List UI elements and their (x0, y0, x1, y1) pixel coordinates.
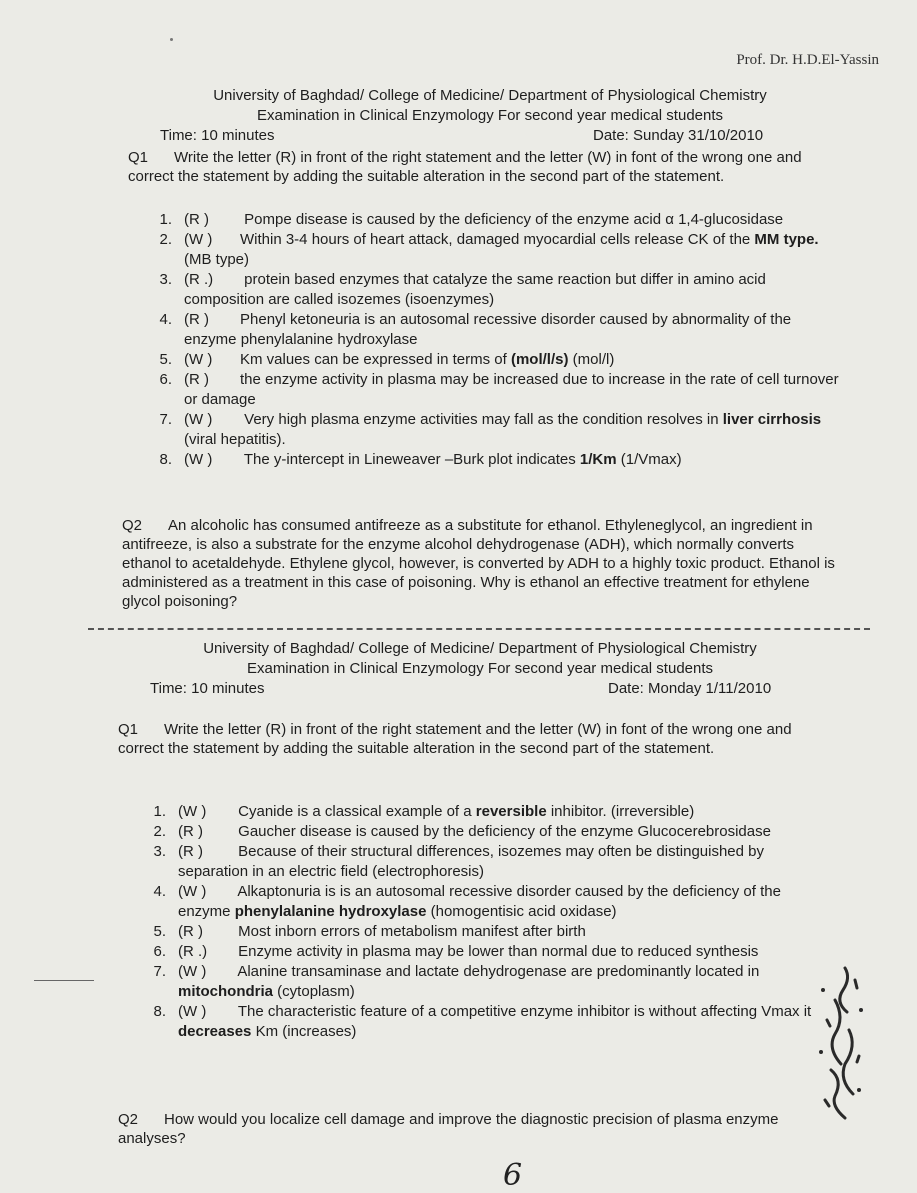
item-correction: inhibitor. (irreversible) (546, 803, 695, 820)
exam1-question-list (150, 210, 842, 470)
answer-mark: (R ) (178, 843, 203, 860)
item-number: 7. (159, 411, 172, 428)
question-item (150, 410, 842, 450)
item-emphasis: phenylalanine hydroxylase (234, 903, 427, 920)
item-emphasis: reversible (475, 803, 547, 820)
question-item (144, 922, 834, 942)
item-correction: Km (increases) (251, 1023, 357, 1040)
exam1-q1 (128, 148, 840, 186)
exam1-q2-text: An alcoholic has consumed antifreeze as a substitute for ethanol. Ethyleneglycol, an ingredient in antifreeze, is also a substrate for the enzyme alcohol dehydrogenase (ADH), which normally converts ethanol to acetaldehyde. Ethylene glycol, however, is converted by ADH to a highly toxic product. Ethanol is administered as a treatment in this case of poisoning. Why is ethanol an effective treatment for ethylene glycol poisoning? (122, 517, 835, 610)
item-number: 6. (153, 943, 166, 960)
answer-mark: (W ) (184, 411, 213, 428)
exam2-q2-text: How would you localize cell damage and improve the diagnostic precision of plasma enzyme analyses? (118, 1111, 779, 1147)
exam2-date: Date: Monday 1/11/2010 (608, 680, 772, 697)
item-number: 6. (159, 371, 172, 388)
answer-mark: (W ) (178, 963, 207, 980)
item-text: Cyanide is a classical example of a (234, 803, 476, 820)
answer-mark: (R ) (178, 823, 203, 840)
item-correction: (MB type) (184, 251, 250, 268)
answer-mark: (W ) (178, 1003, 207, 1020)
exam2-q1-prompt: Write the letter (R) in front of the right statement and the letter (W) in font of the wrong one and correct the statement by adding the suitable alteration in the second part of the statement. (118, 721, 792, 757)
question-item (150, 310, 842, 350)
answer-mark: (R .) (184, 271, 214, 288)
item-number: 1. (153, 803, 166, 820)
item-text: Alanine transaminase and lactate dehydrogenase are predominantly located in (234, 963, 760, 980)
item-text: Very high plasma enzyme activities may fall as the condition resolves in (240, 411, 723, 428)
exam1-date: Date: Sunday 31/10/2010 (593, 127, 764, 144)
item-number: 8. (159, 451, 172, 468)
question-item (150, 210, 842, 230)
item-number: 4. (159, 311, 172, 328)
item-emphasis: 1/Km (579, 451, 617, 468)
exam1-q2 (122, 516, 840, 611)
exam1-q1-prompt: Write the letter (R) in front of the right statement and the letter (W) in font of the wrong one and correct the statement by adding the suitable alteration in the second part of the statement. (128, 149, 802, 185)
item-text: Phenyl ketoneuria is an autosomal recessive disorder caused by abnormality of the enzyme phenylalanine hydroxylase (184, 311, 792, 348)
question-item (144, 842, 834, 882)
item-emphasis: liver cirrhosis (722, 411, 822, 428)
answer-mark: (W ) (184, 231, 213, 248)
item-text: The y-intercept in Lineweaver –Burk plot indicates (240, 451, 580, 468)
exam2-q2 (118, 1110, 818, 1148)
exam1-time: Time: 10 minutes (160, 127, 275, 144)
item-text: Gaucher disease is caused by the deficiency of the enzyme Glucocerebrosidase (234, 823, 771, 840)
exam1-institution: University of Baghdad/ College of Medicine/ Department of Physiological Chemistry (213, 87, 767, 104)
item-number: 7. (153, 963, 166, 980)
question-item (150, 350, 842, 370)
exam1-q1-label: Q1 (128, 149, 149, 166)
item-text: Km values can be expressed in terms of (240, 351, 511, 368)
item-number: 3. (153, 843, 166, 860)
question-item (144, 802, 834, 822)
answer-mark: (R ) (178, 923, 203, 940)
item-text: Alkaptonuria is is an autosomal recessive disorder caused by the deficiency of the enzyme (178, 883, 781, 920)
question-item (144, 1002, 834, 1042)
question-item (144, 882, 834, 922)
item-number: 4. (153, 883, 166, 900)
item-correction: (homogentisic acid oxidase) (426, 903, 617, 920)
item-text: Enzyme activity in plasma may be lower than normal due to reduced synthesis (234, 943, 759, 960)
item-text: Pompe disease is caused by the deficiency of the enzyme acid α 1,4-glucosidase (240, 211, 784, 228)
scan-mark (34, 980, 94, 981)
exam1-title: Examination in Clinical Enzymology For second year medical students (256, 107, 724, 124)
item-number: 8. (153, 1003, 166, 1020)
question-item (150, 450, 842, 470)
item-number: 2. (153, 823, 166, 840)
exam2-question-list (144, 802, 834, 1042)
question-item (150, 370, 842, 410)
section-divider (88, 628, 870, 630)
item-correction: (cytoplasm) (273, 983, 355, 1000)
item-emphasis: (mol/l/s) (510, 351, 569, 368)
scan-speck (170, 38, 173, 41)
exam2-q1 (118, 720, 838, 758)
page-number: 6 (503, 1158, 523, 1193)
item-number: 5. (159, 351, 172, 368)
item-number: 3. (159, 271, 172, 288)
question-item (150, 270, 842, 310)
item-number: 5. (153, 923, 166, 940)
author-header: Prof. Dr. H.D.El-Yassin (736, 52, 879, 68)
exam2-institution: University of Baghdad/ College of Medicine/ Department of Physiological Chemistry (203, 640, 757, 657)
exam2-q1-label: Q1 (118, 721, 139, 738)
item-text: the enzyme activity in plasma may be increased due to increase in the rate of cell turnover or damage (184, 371, 839, 408)
item-correction: (mol/l) (568, 351, 615, 368)
answer-mark: (R ) (184, 211, 209, 228)
exam2-title: Examination in Clinical Enzymology For second year medical students (246, 660, 714, 677)
answer-mark: (W ) (184, 451, 213, 468)
item-text: The characteristic feature of a competitive enzyme inhibitor is without affecting Vmax it (234, 1003, 812, 1020)
item-emphasis: mitochondria (178, 983, 274, 1000)
question-item (144, 822, 834, 842)
question-item (150, 230, 842, 270)
answer-mark: (W ) (184, 351, 213, 368)
item-number: 1. (159, 211, 172, 228)
exam2-q2-label: Q2 (118, 1111, 139, 1128)
answer-mark: (R ) (184, 371, 209, 388)
exam1-q2-label: Q2 (122, 517, 143, 534)
item-text: Most inborn errors of metabolism manifest after birth (234, 923, 586, 940)
item-text: protein based enzymes that catalyze the same reaction but differ in amino acid composition are called isozemes (isoenzymes) (184, 271, 766, 308)
exam2-time: Time: 10 minutes (150, 680, 265, 697)
answer-mark: (R .) (178, 943, 208, 960)
item-emphasis: MM type. (754, 231, 819, 248)
question-item (144, 942, 834, 962)
answer-mark: (W ) (178, 883, 207, 900)
item-text: Because of their structural differences, isozemes may often be distinguished by separation in an electric field (electrophoresis) (178, 843, 765, 880)
item-number: 2. (159, 231, 172, 248)
item-correction: (viral hepatitis). (184, 431, 286, 448)
item-emphasis: decreases (178, 1023, 252, 1040)
answer-mark: (R ) (184, 311, 209, 328)
item-correction: (1/Vmax) (616, 451, 682, 468)
answer-mark: (W ) (178, 803, 207, 820)
library-stamp-image (815, 960, 867, 1128)
item-text: Within 3-4 hours of heart attack, damaged myocardial cells release CK of the (240, 231, 755, 248)
question-item (144, 962, 834, 1002)
